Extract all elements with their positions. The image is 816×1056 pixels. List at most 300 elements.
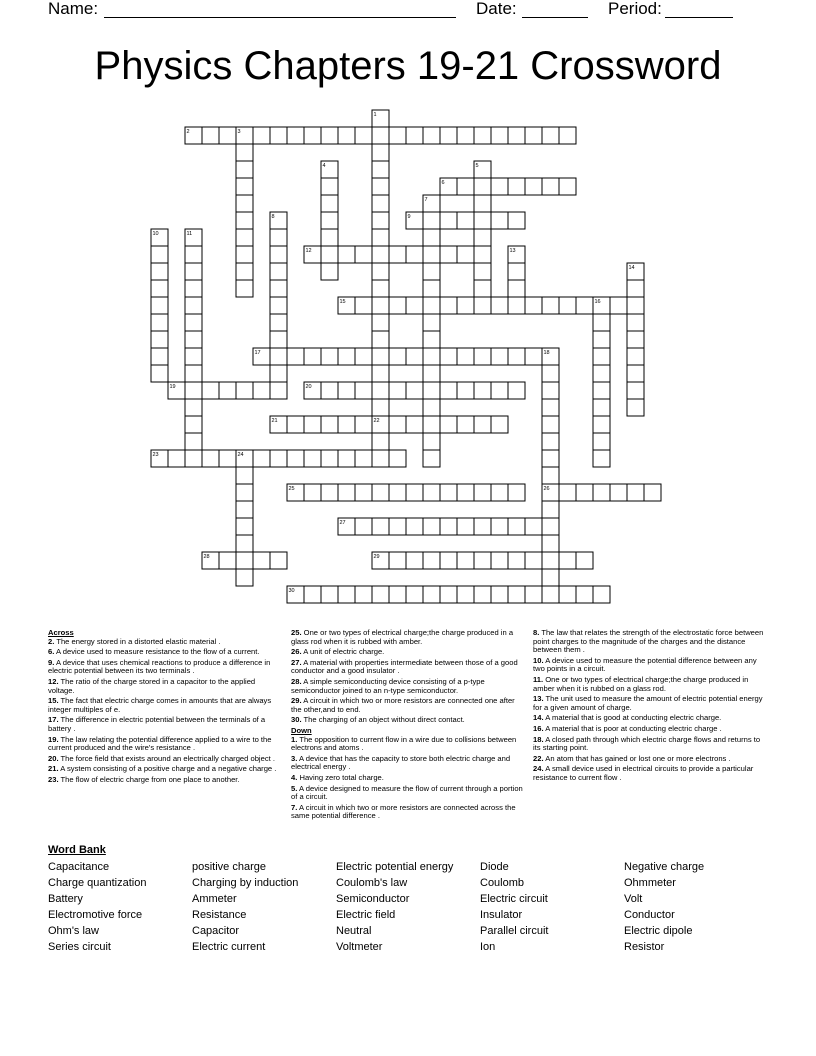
grid-cell[interactable]	[542, 569, 559, 586]
grid-cell[interactable]	[253, 382, 270, 399]
grid-cell[interactable]	[440, 212, 457, 229]
grid-cell[interactable]	[304, 416, 321, 433]
clue-item	[48, 736, 283, 753]
grid-cell[interactable]	[474, 280, 491, 297]
grid-cell[interactable]	[270, 263, 287, 280]
clue-number-label: 26.	[291, 647, 302, 657]
clue-number: 17	[254, 350, 261, 356]
clue-text: Having zero total charge.	[297, 772, 384, 782]
grid-cell[interactable]	[576, 586, 593, 603]
grid-cell[interactable]	[508, 280, 525, 297]
grid-cell[interactable]	[423, 450, 440, 467]
grid-cell[interactable]	[423, 586, 440, 603]
grid-cell[interactable]	[576, 552, 593, 569]
grid-cell[interactable]	[423, 263, 440, 280]
grid-cell[interactable]	[202, 450, 219, 467]
grid-cell[interactable]	[525, 586, 542, 603]
grid-cell[interactable]	[338, 450, 355, 467]
grid-cell[interactable]	[525, 348, 542, 365]
grid-cell[interactable]	[219, 450, 236, 467]
grid-cell[interactable]	[355, 484, 372, 501]
grid-cell[interactable]	[542, 586, 559, 603]
grid-cell[interactable]	[406, 246, 423, 263]
grid-cell[interactable]	[236, 535, 253, 552]
grid-cell[interactable]	[406, 348, 423, 365]
grid-cell[interactable]	[287, 127, 304, 144]
grid-cell[interactable]	[457, 552, 474, 569]
grid-cell[interactable]	[593, 433, 610, 450]
grid-cell[interactable]	[151, 331, 168, 348]
grid-cell[interactable]	[440, 416, 457, 433]
grid-cell[interactable]	[389, 450, 406, 467]
grid-cell[interactable]	[321, 229, 338, 246]
grid-cell[interactable]	[321, 382, 338, 399]
grid-cell[interactable]	[559, 127, 576, 144]
grid-cell[interactable]	[287, 416, 304, 433]
grid-cell[interactable]	[287, 348, 304, 365]
grid-cell[interactable]	[440, 348, 457, 365]
grid-cell[interactable]	[423, 484, 440, 501]
grid-cell[interactable]	[508, 518, 525, 535]
grid-cell[interactable]	[338, 246, 355, 263]
grid-cell[interactable]	[440, 518, 457, 535]
grid-cell[interactable]	[474, 246, 491, 263]
grid-cell[interactable]	[406, 518, 423, 535]
grid-cell[interactable]	[236, 569, 253, 586]
grid-cell[interactable]	[423, 127, 440, 144]
grid-cell[interactable]	[389, 518, 406, 535]
grid-cell[interactable]	[423, 229, 440, 246]
grid-cell[interactable]	[270, 229, 287, 246]
grid-cell[interactable]	[321, 178, 338, 195]
grid-cell[interactable]	[542, 535, 559, 552]
grid-cell[interactable]	[508, 484, 525, 501]
grid-cell[interactable]	[372, 212, 389, 229]
grid-cell[interactable]	[151, 280, 168, 297]
grid-cell[interactable]	[508, 263, 525, 280]
grid-cell[interactable]	[389, 382, 406, 399]
grid-cell[interactable]	[355, 382, 372, 399]
grid-cell[interactable]	[338, 348, 355, 365]
grid-cell[interactable]	[457, 127, 474, 144]
grid-cell[interactable]	[321, 450, 338, 467]
grid-cell[interactable]	[491, 416, 508, 433]
grid-cell[interactable]	[304, 348, 321, 365]
grid-cell[interactable]	[474, 263, 491, 280]
grid-cell[interactable]	[355, 348, 372, 365]
grid-cell[interactable]	[253, 552, 270, 569]
grid-cell[interactable]	[440, 552, 457, 569]
grid-cell[interactable]	[474, 127, 491, 144]
grid-cell[interactable]	[151, 314, 168, 331]
grid-cell[interactable]	[474, 212, 491, 229]
grid-cell[interactable]	[236, 161, 253, 178]
grid-cell[interactable]	[423, 365, 440, 382]
grid-cell[interactable]	[559, 484, 576, 501]
grid-cell[interactable]	[542, 399, 559, 416]
grid-cell[interactable]	[236, 229, 253, 246]
grid-cell[interactable]	[542, 433, 559, 450]
clue-item	[291, 755, 523, 772]
grid-cell[interactable]	[270, 450, 287, 467]
grid-cell[interactable]	[185, 331, 202, 348]
grid-cell[interactable]	[610, 484, 627, 501]
grid-cell[interactable]	[389, 127, 406, 144]
grid-cell[interactable]	[151, 365, 168, 382]
grid-cell[interactable]	[627, 331, 644, 348]
grid-cell[interactable]	[406, 586, 423, 603]
grid-cell[interactable]	[287, 450, 304, 467]
grid-cell[interactable]	[236, 246, 253, 263]
grid-cell[interactable]	[559, 552, 576, 569]
grid-cell[interactable]	[236, 263, 253, 280]
grid-cell[interactable]	[542, 450, 559, 467]
grid-cell[interactable]	[372, 144, 389, 161]
grid-cell[interactable]	[355, 246, 372, 263]
grid-cell[interactable]	[457, 246, 474, 263]
grid-cell[interactable]	[542, 552, 559, 569]
grid-cell[interactable]	[593, 382, 610, 399]
grid-cell[interactable]	[406, 382, 423, 399]
grid-cell[interactable]	[185, 399, 202, 416]
grid-cell[interactable]	[542, 365, 559, 382]
grid-cell[interactable]	[423, 399, 440, 416]
grid-cell[interactable]	[559, 586, 576, 603]
grid-cell[interactable]	[185, 297, 202, 314]
grid-cell[interactable]	[593, 399, 610, 416]
grid-cell[interactable]	[270, 314, 287, 331]
grid-cell[interactable]	[423, 518, 440, 535]
grid-cell[interactable]	[372, 297, 389, 314]
grid-cell[interactable]	[321, 127, 338, 144]
grid-cell[interactable]	[389, 297, 406, 314]
grid-cell[interactable]	[372, 450, 389, 467]
grid-cell[interactable]	[236, 195, 253, 212]
grid-cell[interactable]	[236, 178, 253, 195]
grid-cell[interactable]	[219, 127, 236, 144]
grid-cell[interactable]	[236, 212, 253, 229]
grid-cell[interactable]	[542, 178, 559, 195]
grid-cell[interactable]	[627, 348, 644, 365]
grid-cell[interactable]	[236, 518, 253, 535]
grid-cell[interactable]	[270, 382, 287, 399]
grid-cell[interactable]	[491, 382, 508, 399]
grid-cell[interactable]	[542, 416, 559, 433]
grid-cell[interactable]	[423, 348, 440, 365]
grid-cell[interactable]	[202, 382, 219, 399]
clue-number: 9	[407, 214, 411, 220]
grid-cell[interactable]	[355, 416, 372, 433]
grid-cell[interactable]	[270, 348, 287, 365]
grid-cell[interactable]	[372, 263, 389, 280]
grid-cell[interactable]	[389, 246, 406, 263]
grid-cell[interactable]	[372, 433, 389, 450]
grid-cell[interactable]	[372, 586, 389, 603]
grid-cell[interactable]	[491, 212, 508, 229]
grid-cell[interactable]	[423, 280, 440, 297]
grid-cell[interactable]	[542, 382, 559, 399]
grid-cell[interactable]	[185, 246, 202, 263]
grid-cell[interactable]	[236, 501, 253, 518]
grid-cell[interactable]	[151, 263, 168, 280]
grid-cell[interactable]	[321, 246, 338, 263]
grid-cell[interactable]	[185, 416, 202, 433]
grid-cell[interactable]	[236, 467, 253, 484]
grid-cell[interactable]	[406, 416, 423, 433]
grid-cell[interactable]	[389, 348, 406, 365]
grid-cell[interactable]	[491, 297, 508, 314]
grid-cell[interactable]	[457, 484, 474, 501]
grid-cell[interactable]	[321, 348, 338, 365]
grid-cell[interactable]	[304, 586, 321, 603]
grid-cell[interactable]	[423, 314, 440, 331]
grid-cell[interactable]	[372, 399, 389, 416]
grid-cell[interactable]	[457, 178, 474, 195]
grid-cell[interactable]	[304, 127, 321, 144]
grid-cell[interactable]	[508, 297, 525, 314]
grid-cell[interactable]	[474, 195, 491, 212]
grid-cell[interactable]	[219, 382, 236, 399]
grid-cell[interactable]	[474, 586, 491, 603]
grid-cell[interactable]	[304, 450, 321, 467]
grid-cell[interactable]	[491, 552, 508, 569]
word-bank	[48, 843, 768, 957]
grid-cell[interactable]	[270, 297, 287, 314]
grid-cell[interactable]	[576, 484, 593, 501]
grid-cell[interactable]	[457, 518, 474, 535]
grid-cell[interactable]	[355, 450, 372, 467]
grid-cell[interactable]	[525, 127, 542, 144]
grid-cell[interactable]	[253, 127, 270, 144]
clue-number: 11	[186, 231, 193, 237]
grid-cell[interactable]	[423, 433, 440, 450]
grid-cell[interactable]	[372, 246, 389, 263]
grid-cell[interactable]	[474, 518, 491, 535]
grid-cell[interactable]	[236, 144, 253, 161]
word-bank-item: Coulomb	[480, 877, 525, 889]
grid-cell[interactable]	[372, 314, 389, 331]
grid-cell[interactable]	[423, 297, 440, 314]
grid-cell[interactable]	[457, 297, 474, 314]
grid-cell[interactable]	[372, 382, 389, 399]
grid-cell[interactable]	[270, 331, 287, 348]
grid-cell[interactable]	[406, 127, 423, 144]
grid-cell[interactable]	[474, 229, 491, 246]
grid-cell[interactable]	[627, 297, 644, 314]
grid-cell[interactable]	[508, 586, 525, 603]
grid-cell[interactable]	[457, 212, 474, 229]
grid-cell[interactable]	[406, 484, 423, 501]
grid-cell[interactable]	[525, 552, 542, 569]
grid-cell[interactable]	[593, 484, 610, 501]
grid-cell[interactable]	[270, 280, 287, 297]
grid-cell[interactable]	[372, 518, 389, 535]
grid-cell[interactable]	[593, 450, 610, 467]
grid-cell[interactable]	[372, 484, 389, 501]
grid-cell[interactable]	[423, 552, 440, 569]
grid-cell[interactable]	[627, 399, 644, 416]
grid-cell[interactable]	[627, 280, 644, 297]
grid-cell[interactable]	[406, 297, 423, 314]
grid-cell[interactable]	[423, 382, 440, 399]
word-bank-item: Electromotive force	[48, 909, 143, 921]
grid-cell[interactable]	[627, 382, 644, 399]
grid-cell[interactable]	[372, 161, 389, 178]
grid-cell[interactable]	[491, 178, 508, 195]
grid-cell[interactable]	[168, 450, 185, 467]
grid-cell[interactable]	[508, 552, 525, 569]
grid-cell[interactable]	[151, 348, 168, 365]
grid-cell[interactable]	[474, 348, 491, 365]
grid-cell[interactable]	[491, 484, 508, 501]
grid-cell[interactable]	[593, 314, 610, 331]
grid-cell[interactable]	[406, 552, 423, 569]
grid-cell[interactable]	[236, 552, 253, 569]
grid-cell[interactable]	[338, 484, 355, 501]
down-heading: Down	[291, 725, 312, 735]
grid-cell[interactable]	[508, 127, 525, 144]
grid-cell[interactable]	[508, 178, 525, 195]
clue-text: A device that has the capacity to store both electric charge and electrical energy .	[291, 753, 511, 772]
grid-cell[interactable]	[389, 552, 406, 569]
grid-cell[interactable]	[525, 178, 542, 195]
grid-cell[interactable]	[576, 297, 593, 314]
grid-cell[interactable]	[270, 127, 287, 144]
grid-cell[interactable]	[151, 297, 168, 314]
grid-cell[interactable]	[474, 297, 491, 314]
grid-cell[interactable]	[321, 263, 338, 280]
grid-cell[interactable]	[440, 586, 457, 603]
grid-cell[interactable]	[338, 127, 355, 144]
grid-cell[interactable]	[304, 484, 321, 501]
grid-cell[interactable]	[457, 416, 474, 433]
grid-cell[interactable]	[491, 348, 508, 365]
grid-cell[interactable]	[559, 178, 576, 195]
grid-cell[interactable]	[321, 195, 338, 212]
grid-cell[interactable]	[474, 484, 491, 501]
grid-cell[interactable]	[440, 246, 457, 263]
grid-cell[interactable]	[185, 450, 202, 467]
grid-cell[interactable]	[474, 552, 491, 569]
grid-cell[interactable]	[372, 348, 389, 365]
grid-cell[interactable]	[440, 297, 457, 314]
grid-cell[interactable]	[151, 246, 168, 263]
grid-cell[interactable]	[372, 178, 389, 195]
grid-cell[interactable]	[185, 314, 202, 331]
grid-cell[interactable]	[423, 416, 440, 433]
grid-cell[interactable]	[457, 348, 474, 365]
clue-number: 30	[288, 588, 295, 594]
grid-cell[interactable]	[440, 127, 457, 144]
grid-cell[interactable]	[542, 127, 559, 144]
grid-cell[interactable]	[593, 416, 610, 433]
grid-cell[interactable]	[508, 382, 525, 399]
grid-cell[interactable]	[593, 586, 610, 603]
grid-cell[interactable]	[253, 450, 270, 467]
grid-cell[interactable]	[389, 484, 406, 501]
grid-cell[interactable]	[321, 416, 338, 433]
grid-cell[interactable]	[270, 552, 287, 569]
clue-item	[291, 716, 523, 725]
grid-cell[interactable]	[627, 484, 644, 501]
grid-cell[interactable]	[372, 229, 389, 246]
grid-cell[interactable]	[321, 484, 338, 501]
grid-cell[interactable]	[474, 416, 491, 433]
grid-cell[interactable]	[338, 586, 355, 603]
grid-cell[interactable]	[185, 348, 202, 365]
grid-cell[interactable]	[372, 331, 389, 348]
grid-cell[interactable]	[440, 484, 457, 501]
grid-cell[interactable]	[270, 246, 287, 263]
clue-text: The force field that exists around an electrically charged object .	[58, 753, 275, 763]
grid-cell[interactable]	[185, 433, 202, 450]
grid-cell[interactable]	[627, 365, 644, 382]
grid-cell[interactable]	[491, 518, 508, 535]
grid-cell[interactable]	[185, 263, 202, 280]
grid-cell[interactable]	[321, 212, 338, 229]
grid-cell[interactable]	[236, 280, 253, 297]
grid-cell[interactable]	[338, 382, 355, 399]
grid-cell[interactable]	[593, 348, 610, 365]
grid-cell[interactable]	[508, 348, 525, 365]
grid-cell[interactable]	[457, 382, 474, 399]
grid-cell[interactable]	[423, 212, 440, 229]
grid-cell[interactable]	[474, 178, 491, 195]
grid-cell[interactable]	[542, 297, 559, 314]
grid-cell[interactable]	[185, 382, 202, 399]
grid-cell[interactable]	[474, 382, 491, 399]
grid-cell[interactable]	[355, 518, 372, 535]
grid-cell[interactable]	[457, 586, 474, 603]
grid-cell[interactable]	[559, 297, 576, 314]
grid-cell[interactable]	[236, 382, 253, 399]
grid-cell[interactable]	[185, 280, 202, 297]
grid-cell[interactable]	[185, 365, 202, 382]
grid-cell[interactable]	[491, 127, 508, 144]
grid-cell[interactable]	[270, 365, 287, 382]
grid-cell[interactable]	[491, 586, 508, 603]
grid-cell[interactable]	[525, 297, 542, 314]
grid-cell[interactable]	[219, 552, 236, 569]
grid-cell[interactable]	[627, 314, 644, 331]
grid-cell[interactable]	[372, 127, 389, 144]
grid-cell[interactable]	[593, 365, 610, 382]
grid-cell[interactable]	[542, 518, 559, 535]
grid-cell[interactable]	[525, 518, 542, 535]
grid-cell[interactable]	[355, 127, 372, 144]
grid-cell[interactable]	[593, 331, 610, 348]
grid-cell[interactable]	[542, 467, 559, 484]
grid-cell[interactable]	[440, 382, 457, 399]
grid-cell[interactable]	[423, 246, 440, 263]
grid-cell[interactable]	[355, 297, 372, 314]
grid-cell[interactable]	[389, 586, 406, 603]
grid-cell[interactable]	[202, 127, 219, 144]
grid-cell[interactable]	[423, 331, 440, 348]
grid-cell[interactable]	[236, 484, 253, 501]
grid-cell[interactable]	[389, 416, 406, 433]
grid-cell[interactable]	[644, 484, 661, 501]
grid-cell[interactable]	[508, 212, 525, 229]
grid-cell[interactable]	[372, 365, 389, 382]
grid-cell[interactable]	[372, 195, 389, 212]
grid-cell[interactable]	[338, 416, 355, 433]
grid-cell[interactable]	[321, 586, 338, 603]
grid-cell[interactable]	[372, 280, 389, 297]
grid-cell[interactable]	[542, 501, 559, 518]
grid-cell[interactable]	[610, 297, 627, 314]
grid-cell[interactable]	[355, 586, 372, 603]
